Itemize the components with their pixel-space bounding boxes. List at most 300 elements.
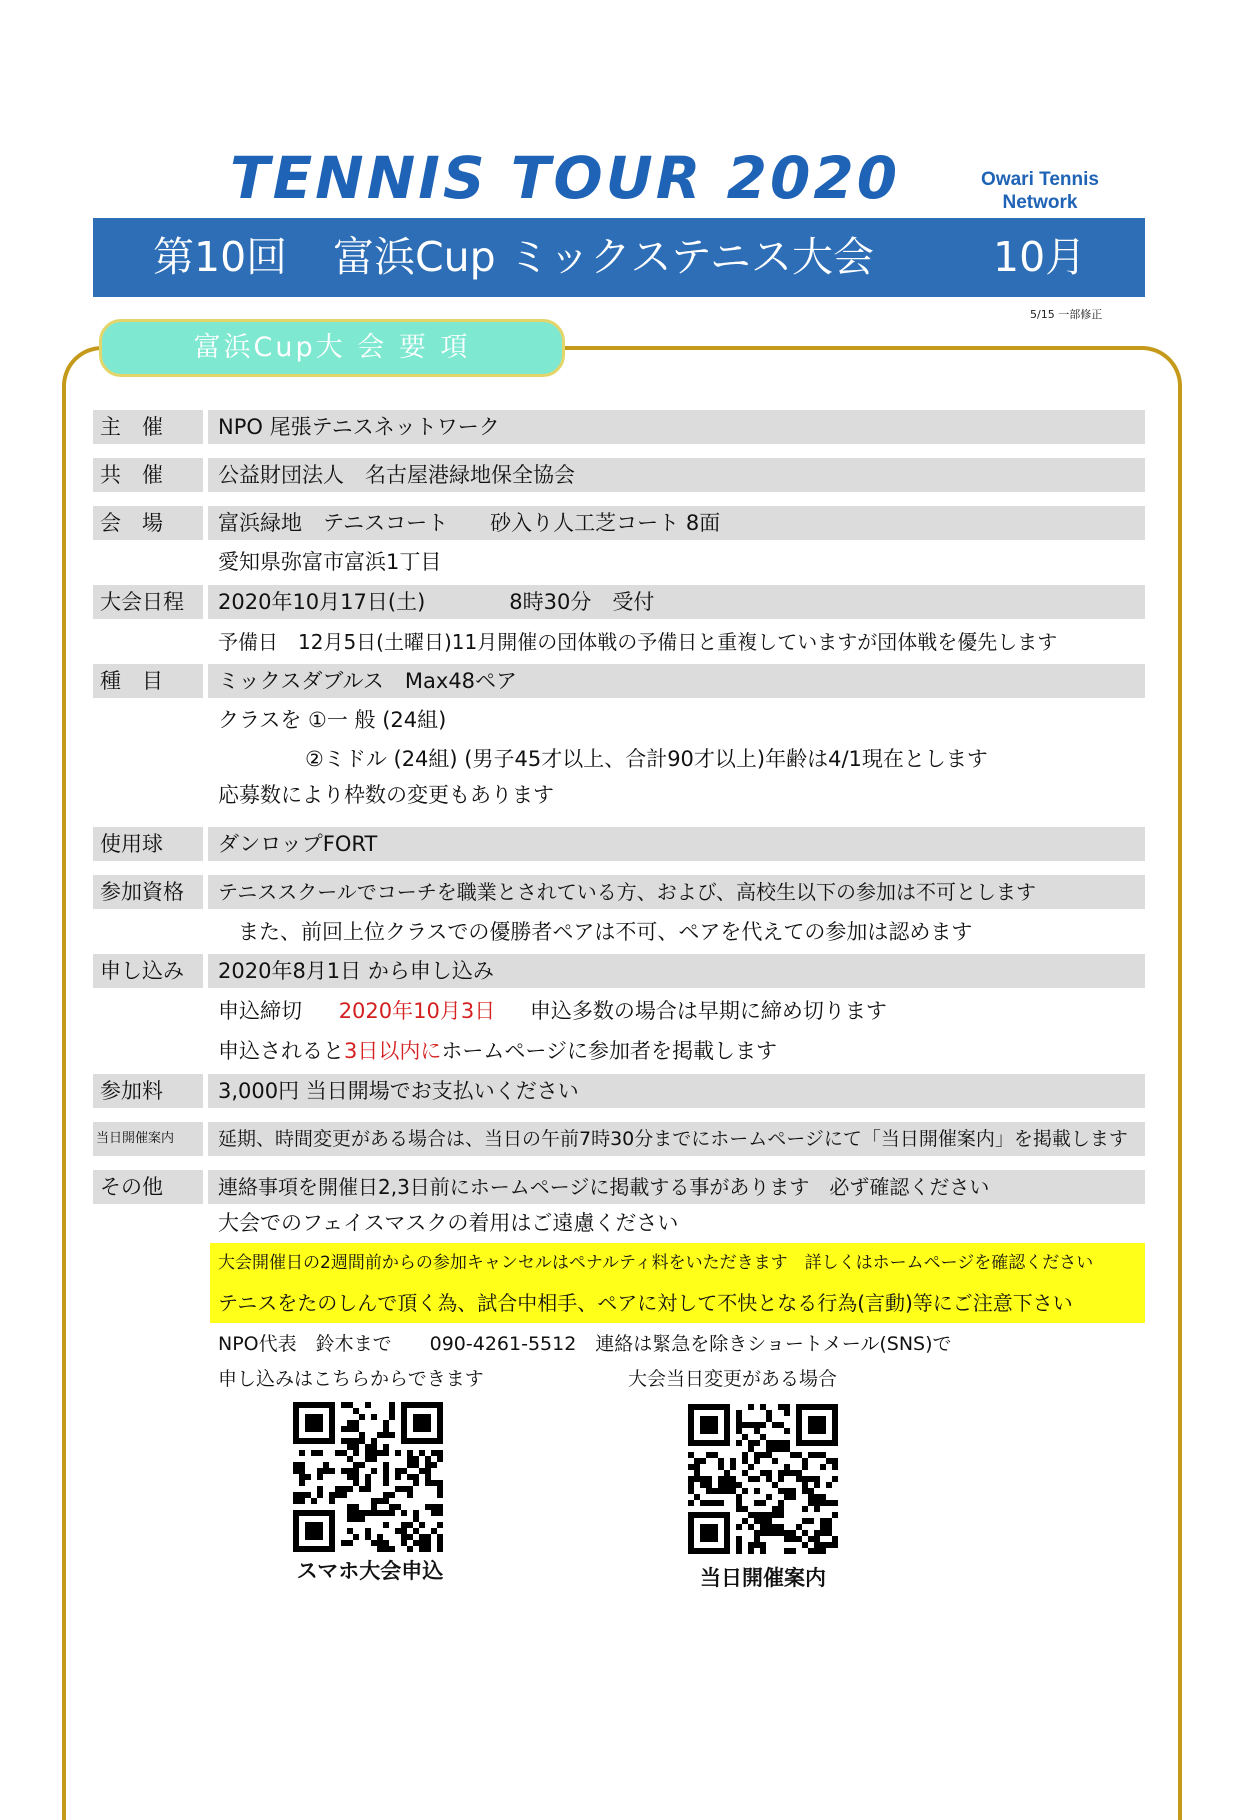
qr-module — [293, 1468, 299, 1474]
qr-module — [347, 1420, 353, 1426]
qr-module — [736, 1548, 742, 1554]
value-dayinfo: 延期、時間変更がある場合は、当日の午前7時30分までにホームページにて「当日開催案内」を掲載します — [218, 1128, 1128, 1150]
qr-module — [820, 1548, 826, 1554]
qr-module — [437, 1450, 443, 1456]
qr-module — [820, 1542, 826, 1548]
qr-module — [383, 1420, 389, 1426]
qr-module — [736, 1542, 742, 1548]
qr-module — [742, 1470, 748, 1476]
value-apply: 2020年8月1日 から申し込み — [218, 959, 494, 983]
qr-module — [389, 1492, 395, 1498]
qr-module — [694, 1458, 700, 1464]
qr-module — [401, 1510, 407, 1516]
qr-module — [371, 1444, 377, 1450]
qr-module — [778, 1404, 784, 1410]
qr-module — [832, 1458, 838, 1464]
qr-module — [419, 1450, 425, 1456]
qr-module — [778, 1530, 784, 1536]
main-title: TENNIS TOUR 2020 — [230, 144, 901, 212]
qr-module — [754, 1542, 760, 1548]
qr-module — [766, 1476, 772, 1482]
qr-module — [820, 1524, 826, 1530]
qr-module — [353, 1534, 359, 1540]
label-ball: 使用球 — [100, 832, 163, 856]
qr-module — [784, 1440, 790, 1446]
qr-module — [736, 1428, 742, 1434]
qr-module — [826, 1524, 832, 1530]
qr-module — [784, 1488, 790, 1494]
qr-module — [437, 1492, 443, 1498]
qr-module — [778, 1446, 784, 1452]
qr-module — [383, 1480, 389, 1486]
qr-module — [437, 1486, 443, 1492]
qr-module — [431, 1528, 437, 1534]
qr-module — [790, 1470, 796, 1476]
contact-line: NPO代表 鈴木まで 090-4261-5512 連絡は緊急を除きショートメール(SNS)で — [218, 1333, 952, 1355]
qr-module — [796, 1452, 802, 1458]
qr-module — [820, 1452, 826, 1458]
qr-module — [766, 1446, 772, 1452]
qr-module — [760, 1530, 766, 1536]
qr-module — [778, 1500, 784, 1506]
qr-module — [413, 1414, 431, 1432]
value-host: NPO 尾張テニスネットワーク — [218, 415, 500, 439]
qr-module — [395, 1486, 401, 1492]
qr-module — [706, 1482, 712, 1488]
qr-module — [772, 1482, 778, 1488]
qr-module — [425, 1474, 431, 1480]
qr-code-apply-image — [293, 1402, 443, 1552]
value-eligibility-note: また、前回上位クラスでの優勝者ペアは不可、ペアを代えての参加は認めます — [238, 920, 973, 944]
qr-module — [730, 1488, 736, 1494]
qr-module — [736, 1536, 742, 1542]
deadline-note: 申込多数の場合は早期に締め切ります — [529, 999, 887, 1023]
banner-edition: 第10回 — [153, 233, 288, 281]
qr-module — [718, 1482, 724, 1488]
value-events: ミックスダブルス Max48ペア — [218, 669, 518, 693]
post-days: 3日以内に — [344, 1039, 442, 1063]
qr-module — [347, 1444, 353, 1450]
qr-module — [760, 1518, 766, 1524]
label-cohost: 共 催 — [100, 463, 163, 487]
qr-module — [736, 1440, 742, 1446]
qr-module — [359, 1438, 365, 1444]
qr-module — [413, 1510, 419, 1516]
qr-module — [820, 1530, 826, 1536]
value-cohost: 公益財団法人 名古屋港緑地保全協会 — [218, 463, 575, 487]
qr-module — [371, 1450, 377, 1456]
qr-module — [760, 1470, 766, 1476]
qr-module — [772, 1512, 778, 1518]
qr-module — [359, 1510, 365, 1516]
qr-module — [383, 1540, 389, 1546]
qr-module — [808, 1500, 814, 1506]
qr-module — [383, 1546, 389, 1552]
qr-module — [736, 1506, 742, 1512]
qr-module — [754, 1458, 760, 1464]
qr-module — [299, 1462, 305, 1468]
qr-code-dayinfo[interactable] — [688, 1404, 838, 1554]
qr-module — [754, 1428, 760, 1434]
qr-module — [736, 1524, 742, 1530]
qr-module — [317, 1486, 323, 1492]
qr-module — [383, 1510, 389, 1516]
qr-module — [407, 1486, 413, 1492]
qr-module — [814, 1548, 820, 1554]
qr-module — [347, 1486, 353, 1492]
qr-module — [748, 1542, 754, 1548]
qr-module — [700, 1482, 706, 1488]
post-suffix: ホームページに参加者を掲載します — [441, 1039, 777, 1063]
qr-module — [766, 1518, 772, 1524]
qr-module — [808, 1488, 814, 1494]
qr-module — [802, 1464, 808, 1470]
qr-module — [383, 1468, 389, 1474]
qr-module — [395, 1468, 401, 1474]
qr-module — [371, 1438, 377, 1444]
qr-module — [832, 1464, 838, 1470]
qr-module — [341, 1426, 347, 1432]
qr-module — [760, 1404, 766, 1410]
qr-module — [353, 1516, 359, 1522]
qr-module — [748, 1446, 754, 1452]
value-eligibility: テニススクールでコーチを職業とされている方、および、高校生以下の参加は不可とします — [218, 880, 1036, 904]
qr-module — [347, 1402, 353, 1408]
qr-module — [802, 1482, 808, 1488]
qr-module — [323, 1468, 329, 1474]
qr-module — [832, 1500, 838, 1506]
qr-module — [299, 1468, 305, 1474]
qr-module — [299, 1480, 305, 1486]
qr-module — [353, 1468, 359, 1474]
apply-post-line — [218, 1034, 777, 1068]
qr-module — [694, 1476, 700, 1482]
qr-module — [317, 1474, 323, 1480]
event-banner — [93, 218, 1145, 297]
qr-module — [377, 1450, 383, 1456]
highlight-manners: テニスをたのしんで頂く為、試合中相手、ペアに対して不快となる行為(言動)等にご注意下さい — [218, 1291, 1073, 1315]
qr-module — [371, 1504, 377, 1510]
qr-module — [353, 1480, 359, 1486]
qr-module — [401, 1528, 407, 1534]
qr-module — [347, 1456, 353, 1462]
qr-module — [431, 1480, 437, 1486]
qr-module — [299, 1492, 305, 1498]
qr-module — [419, 1468, 425, 1474]
qr-module — [754, 1512, 760, 1518]
label-venue: 会 場 — [100, 511, 163, 535]
qr-module — [413, 1528, 419, 1534]
qr-module — [389, 1408, 395, 1414]
qr-module — [341, 1468, 347, 1474]
qr-module — [395, 1474, 401, 1480]
qr-module — [736, 1410, 742, 1416]
qr-module — [377, 1510, 383, 1516]
qr-module — [808, 1536, 814, 1542]
qr-module — [383, 1492, 389, 1498]
qr-module — [401, 1540, 407, 1546]
qr-module — [826, 1518, 832, 1524]
qr-module — [347, 1540, 353, 1546]
qr-module — [820, 1464, 826, 1470]
qr-module — [341, 1492, 347, 1498]
qr-module — [347, 1516, 353, 1522]
qr-module — [796, 1476, 802, 1482]
qr-module — [437, 1456, 443, 1462]
qr-module — [712, 1488, 718, 1494]
qr-module — [718, 1488, 724, 1494]
qr-module — [413, 1474, 419, 1480]
qr-module — [377, 1540, 383, 1546]
qr-module — [730, 1464, 736, 1470]
qr-module — [700, 1524, 718, 1542]
org-line-2: Network — [1002, 192, 1078, 213]
qr-module — [347, 1468, 353, 1474]
qr-module — [688, 1500, 694, 1506]
qr-module — [808, 1494, 814, 1500]
qr-module — [365, 1474, 371, 1480]
qr-module — [766, 1524, 772, 1530]
label-dayinfo: 当日開催案内 — [96, 1131, 175, 1146]
qr-module — [395, 1450, 401, 1456]
qr-module — [437, 1540, 443, 1546]
qr-module — [407, 1522, 413, 1528]
qr-module — [784, 1464, 790, 1470]
qr-module — [766, 1494, 772, 1500]
value-ball: ダンロップFORT — [218, 832, 378, 856]
qr-module — [808, 1548, 814, 1554]
qr-module — [712, 1500, 718, 1506]
qr-module — [407, 1462, 413, 1468]
qr-module — [419, 1534, 425, 1540]
apply-here-text: 申し込みはこちらからできます — [218, 1368, 484, 1390]
qr-module — [347, 1474, 353, 1480]
qr-module — [371, 1540, 377, 1546]
qr-module — [377, 1498, 383, 1504]
qr-code-apply[interactable] — [293, 1402, 443, 1552]
qr-module — [293, 1498, 299, 1504]
qr-module — [347, 1528, 353, 1534]
value-schedule: 2020年10月17日(土) 8時30分 受付 — [218, 590, 655, 614]
qr-module — [796, 1470, 802, 1476]
qr-module — [814, 1494, 820, 1500]
qr-module — [784, 1548, 790, 1554]
qr-module — [407, 1474, 413, 1480]
qr-module — [413, 1480, 419, 1486]
qr-caption-apply: スマホ大会申込 — [296, 1559, 444, 1583]
qr-module — [808, 1518, 814, 1524]
qr-module — [425, 1456, 431, 1462]
qr-module — [796, 1536, 802, 1542]
qr-module — [688, 1488, 694, 1494]
qr-module — [413, 1540, 419, 1546]
value-events-class2: ②ミドル (24組) (男子45才以上、合計90才以上)年齢は4/1現在とします — [305, 747, 988, 771]
qr-module — [724, 1482, 730, 1488]
qr-module — [425, 1534, 431, 1540]
qr-module — [790, 1488, 796, 1494]
qr-module — [790, 1530, 796, 1536]
qr-module — [437, 1480, 443, 1486]
qr-module — [305, 1492, 311, 1498]
qr-module — [395, 1528, 401, 1534]
qr-module — [778, 1440, 784, 1446]
qr-module — [425, 1462, 431, 1468]
qr-module — [784, 1494, 790, 1500]
qr-module — [407, 1492, 413, 1498]
qr-module — [742, 1488, 748, 1494]
qr-module — [760, 1548, 766, 1554]
qr-module — [790, 1536, 796, 1542]
qr-module — [718, 1458, 724, 1464]
qr-module — [766, 1530, 772, 1536]
qr-module — [401, 1468, 407, 1474]
qr-module — [724, 1488, 730, 1494]
qr-module — [371, 1414, 377, 1420]
qr-module — [353, 1450, 359, 1456]
qr-module — [814, 1506, 820, 1512]
qr-module — [802, 1506, 808, 1512]
qr-module — [437, 1546, 443, 1552]
value-venue: 富浜緑地 テニスコート 砂入り人工芝コート 8面 — [218, 511, 721, 535]
qr-module — [790, 1548, 796, 1554]
qr-module — [814, 1536, 820, 1542]
qr-module — [814, 1542, 820, 1548]
qr-module — [359, 1414, 365, 1420]
qr-module — [383, 1426, 389, 1432]
qr-module — [317, 1492, 323, 1498]
qr-module — [431, 1450, 437, 1456]
qr-module — [760, 1512, 766, 1518]
qr-module — [365, 1534, 371, 1540]
qr-module — [706, 1488, 712, 1494]
qr-module — [437, 1534, 443, 1540]
qr-module — [413, 1516, 419, 1522]
qr-module — [431, 1504, 437, 1510]
value-events-class1: クラスを ①一 般 (24組) — [218, 708, 447, 732]
value-other-mask: 大会でのフェイスマスクの着用はご遠慮ください — [218, 1211, 679, 1235]
org-line-1: Owari Tennis — [981, 169, 1099, 190]
qr-module — [365, 1480, 371, 1486]
qr-module — [766, 1410, 772, 1416]
qr-module — [335, 1450, 341, 1456]
qr-module — [305, 1414, 323, 1432]
qr-module — [778, 1506, 784, 1512]
qr-module — [802, 1458, 808, 1464]
qr-module — [814, 1482, 820, 1488]
qr-module — [395, 1504, 401, 1510]
qr-module — [742, 1506, 748, 1512]
qr-module — [329, 1468, 335, 1474]
qr-module — [353, 1462, 359, 1468]
qr-module — [772, 1506, 778, 1512]
qr-module — [826, 1542, 832, 1548]
qr-module — [425, 1480, 431, 1486]
qr-module — [377, 1534, 383, 1540]
qr-module — [826, 1482, 832, 1488]
qr-module — [353, 1420, 359, 1426]
qr-module — [353, 1510, 359, 1516]
qr-module — [377, 1432, 383, 1438]
qr-module — [736, 1482, 742, 1488]
qr-module — [778, 1470, 784, 1476]
qr-module — [401, 1534, 407, 1540]
qr-module — [413, 1456, 419, 1462]
qr-module — [365, 1486, 371, 1492]
qr-module — [365, 1402, 371, 1408]
qr-module — [389, 1510, 395, 1516]
qr-module — [371, 1456, 377, 1462]
qr-module — [808, 1476, 814, 1482]
qr-module — [796, 1524, 802, 1530]
qr-module — [359, 1486, 365, 1492]
qr-module — [317, 1468, 323, 1474]
qr-module — [760, 1434, 766, 1440]
qr-module — [766, 1416, 772, 1422]
qr-module — [754, 1536, 760, 1542]
qr-module — [754, 1422, 760, 1428]
qr-module — [730, 1482, 736, 1488]
qr-module — [437, 1522, 443, 1528]
qr-module — [748, 1476, 754, 1482]
deadline-date: 2020年10月3日 — [338, 999, 496, 1023]
qr-module — [293, 1462, 299, 1468]
qr-module — [802, 1518, 808, 1524]
qr-module — [772, 1440, 778, 1446]
qr-caption-dayinfo: 当日開催案内 — [700, 1566, 826, 1590]
qr-module — [347, 1426, 353, 1432]
qr-module — [784, 1410, 790, 1416]
qr-module — [371, 1498, 377, 1504]
qr-module — [700, 1476, 706, 1482]
qr-module — [820, 1518, 826, 1524]
qr-module — [700, 1500, 706, 1506]
qr-module — [808, 1452, 814, 1458]
qr-module — [814, 1452, 820, 1458]
qr-module — [347, 1438, 353, 1444]
qr-module — [754, 1530, 760, 1536]
qr-module — [694, 1470, 700, 1476]
qr-module — [407, 1546, 413, 1552]
banner-month: 10月 — [993, 233, 1087, 281]
qr-module — [299, 1450, 305, 1456]
qr-module — [760, 1524, 766, 1530]
qr-module — [754, 1476, 760, 1482]
qr-module — [688, 1464, 694, 1470]
qr-module — [814, 1500, 820, 1506]
qr-module — [718, 1464, 724, 1470]
qr-module — [778, 1512, 784, 1518]
qr-module — [718, 1476, 724, 1482]
value-schedule-reserve: 予備日 12月5日(土曜日)11月開催の団体戦の予備日と重複していますが団体戦を優先します — [218, 630, 1058, 654]
qr-module — [299, 1498, 305, 1504]
qr-module — [712, 1452, 718, 1458]
qr-module — [359, 1462, 365, 1468]
qr-module — [347, 1510, 353, 1516]
qr-module — [748, 1404, 754, 1410]
qr-module — [808, 1416, 826, 1434]
qr-module — [742, 1434, 748, 1440]
qr-module — [688, 1476, 694, 1482]
qr-module — [317, 1450, 323, 1456]
qr-code-dayinfo-image — [688, 1404, 838, 1554]
qr-module — [748, 1524, 754, 1530]
qr-module — [706, 1476, 712, 1482]
qr-module — [293, 1492, 299, 1498]
qr-module — [401, 1522, 407, 1528]
qr-module — [772, 1524, 778, 1530]
qr-module — [778, 1422, 784, 1428]
qr-module — [706, 1452, 712, 1458]
